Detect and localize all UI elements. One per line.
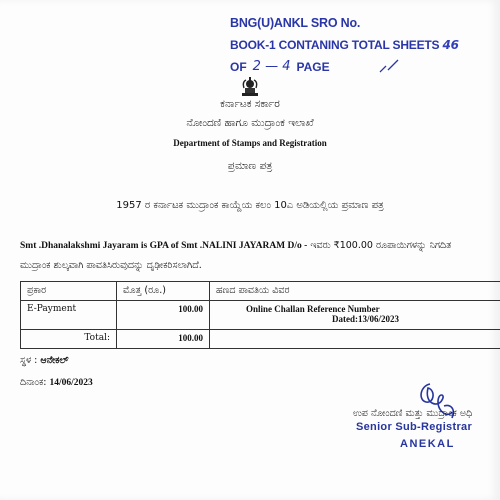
header-amount: ಮೊತ್ತ (ರೂ.) bbox=[117, 282, 210, 301]
stamp-of-text: OF bbox=[230, 59, 247, 74]
header-type: ಪ್ರಕಾರ bbox=[21, 282, 117, 301]
stamp-check-mark-icon bbox=[378, 58, 400, 74]
header-payment-detail: ಹಣದ ಪಾವತಿಯ ವಿವರ bbox=[210, 282, 500, 301]
place-value: ಆನೇಕಲ್ bbox=[40, 356, 69, 366]
table-row bbox=[21, 301, 500, 330]
state-emblem-icon bbox=[238, 76, 262, 98]
stamp-line-office: BNG(U)ANKL SRO No. bbox=[230, 16, 361, 30]
registration-stamp bbox=[230, 14, 490, 84]
seal-office: ANEKAL bbox=[400, 438, 455, 450]
party-names: Smt .Dhanalakshmi Jayaram is GPA of Smt .NALINI JAYARAM D/o - bbox=[20, 241, 308, 251]
payment-statement: ಇವರು ₹100.00 ರೂಪಾಯಿಗಳನ್ನು ನಿಗದಿತ bbox=[307, 240, 452, 251]
payment-table bbox=[20, 281, 500, 349]
total-label: Total: bbox=[21, 330, 117, 349]
certificate-heading: ಪ್ರಮಾಣ ಪತ್ರ bbox=[227, 160, 273, 172]
seal-title: Senior Sub-Registrar bbox=[356, 421, 473, 433]
act-reference: 1957 ರ ಕರ್ನಾಟಕ ಮುದ್ರಾಂಕ ಕಾಯ್ದೆಯ ಕಲಂ 10ಎ ಅಡಿಯಲ್ಲಿಯ ಪ್ರಮಾಣ ಪತ್ರ bbox=[116, 200, 384, 211]
stamp-page-text: PAGE bbox=[296, 59, 330, 74]
paragraph-line-2: ಮುದ್ರಾಂಕ ಶುಲ್ಕವಾಗಿ ಪಾವತಿಸಿರುವುದನ್ನು ದೃಢೀಕರಿಸಲಾಗಿದೆ. bbox=[20, 260, 202, 271]
table-total-row bbox=[21, 330, 500, 349]
stamp-line-book bbox=[230, 38, 459, 52]
certification-paragraph bbox=[20, 236, 498, 275]
stamp-page-range: 2 — 4 bbox=[252, 59, 291, 74]
stamp-sheet-count: 46 bbox=[442, 38, 459, 52]
payment-table-header bbox=[21, 282, 500, 301]
paragraph-line-1 bbox=[20, 236, 498, 256]
payment-amount: 100.00 bbox=[117, 301, 210, 330]
date-value: 14/06/2023 bbox=[49, 378, 93, 388]
challan-date: Dated:13/06/2023 bbox=[332, 314, 399, 324]
department-title-english: Department of Stamps and Registration bbox=[173, 138, 327, 148]
date-field bbox=[20, 377, 93, 388]
signatory-designation: ಉಪ ನೋಂದಣಿ ಮತ್ತು ಮುದ್ರಾಂಕ ಅಧಿ bbox=[353, 408, 473, 419]
total-empty-cell bbox=[210, 330, 500, 349]
challan-reference-label: Online Challan Reference Number bbox=[246, 304, 380, 314]
government-title: ಕರ್ನಾಟಕ ಸರ್ಕಾರ bbox=[220, 98, 280, 110]
payment-detail bbox=[210, 301, 500, 330]
place-field bbox=[20, 355, 69, 366]
department-title-kannada: ನೋಂದಣಿ ಹಾಗೂ ಮುದ್ರಾಂಕ ಇಲಾಖೆ bbox=[186, 117, 314, 129]
date-label: ದಿನಾಂಕ: bbox=[20, 377, 47, 388]
total-amount: 100.00 bbox=[117, 330, 210, 349]
payment-type: E-Payment bbox=[21, 301, 117, 330]
place-label: ಸ್ಥಳ : bbox=[20, 355, 38, 366]
stamp-line-pages bbox=[230, 59, 330, 74]
stamp-book-text: BOOK-1 CONTANING TOTAL SHEETS bbox=[230, 38, 440, 52]
